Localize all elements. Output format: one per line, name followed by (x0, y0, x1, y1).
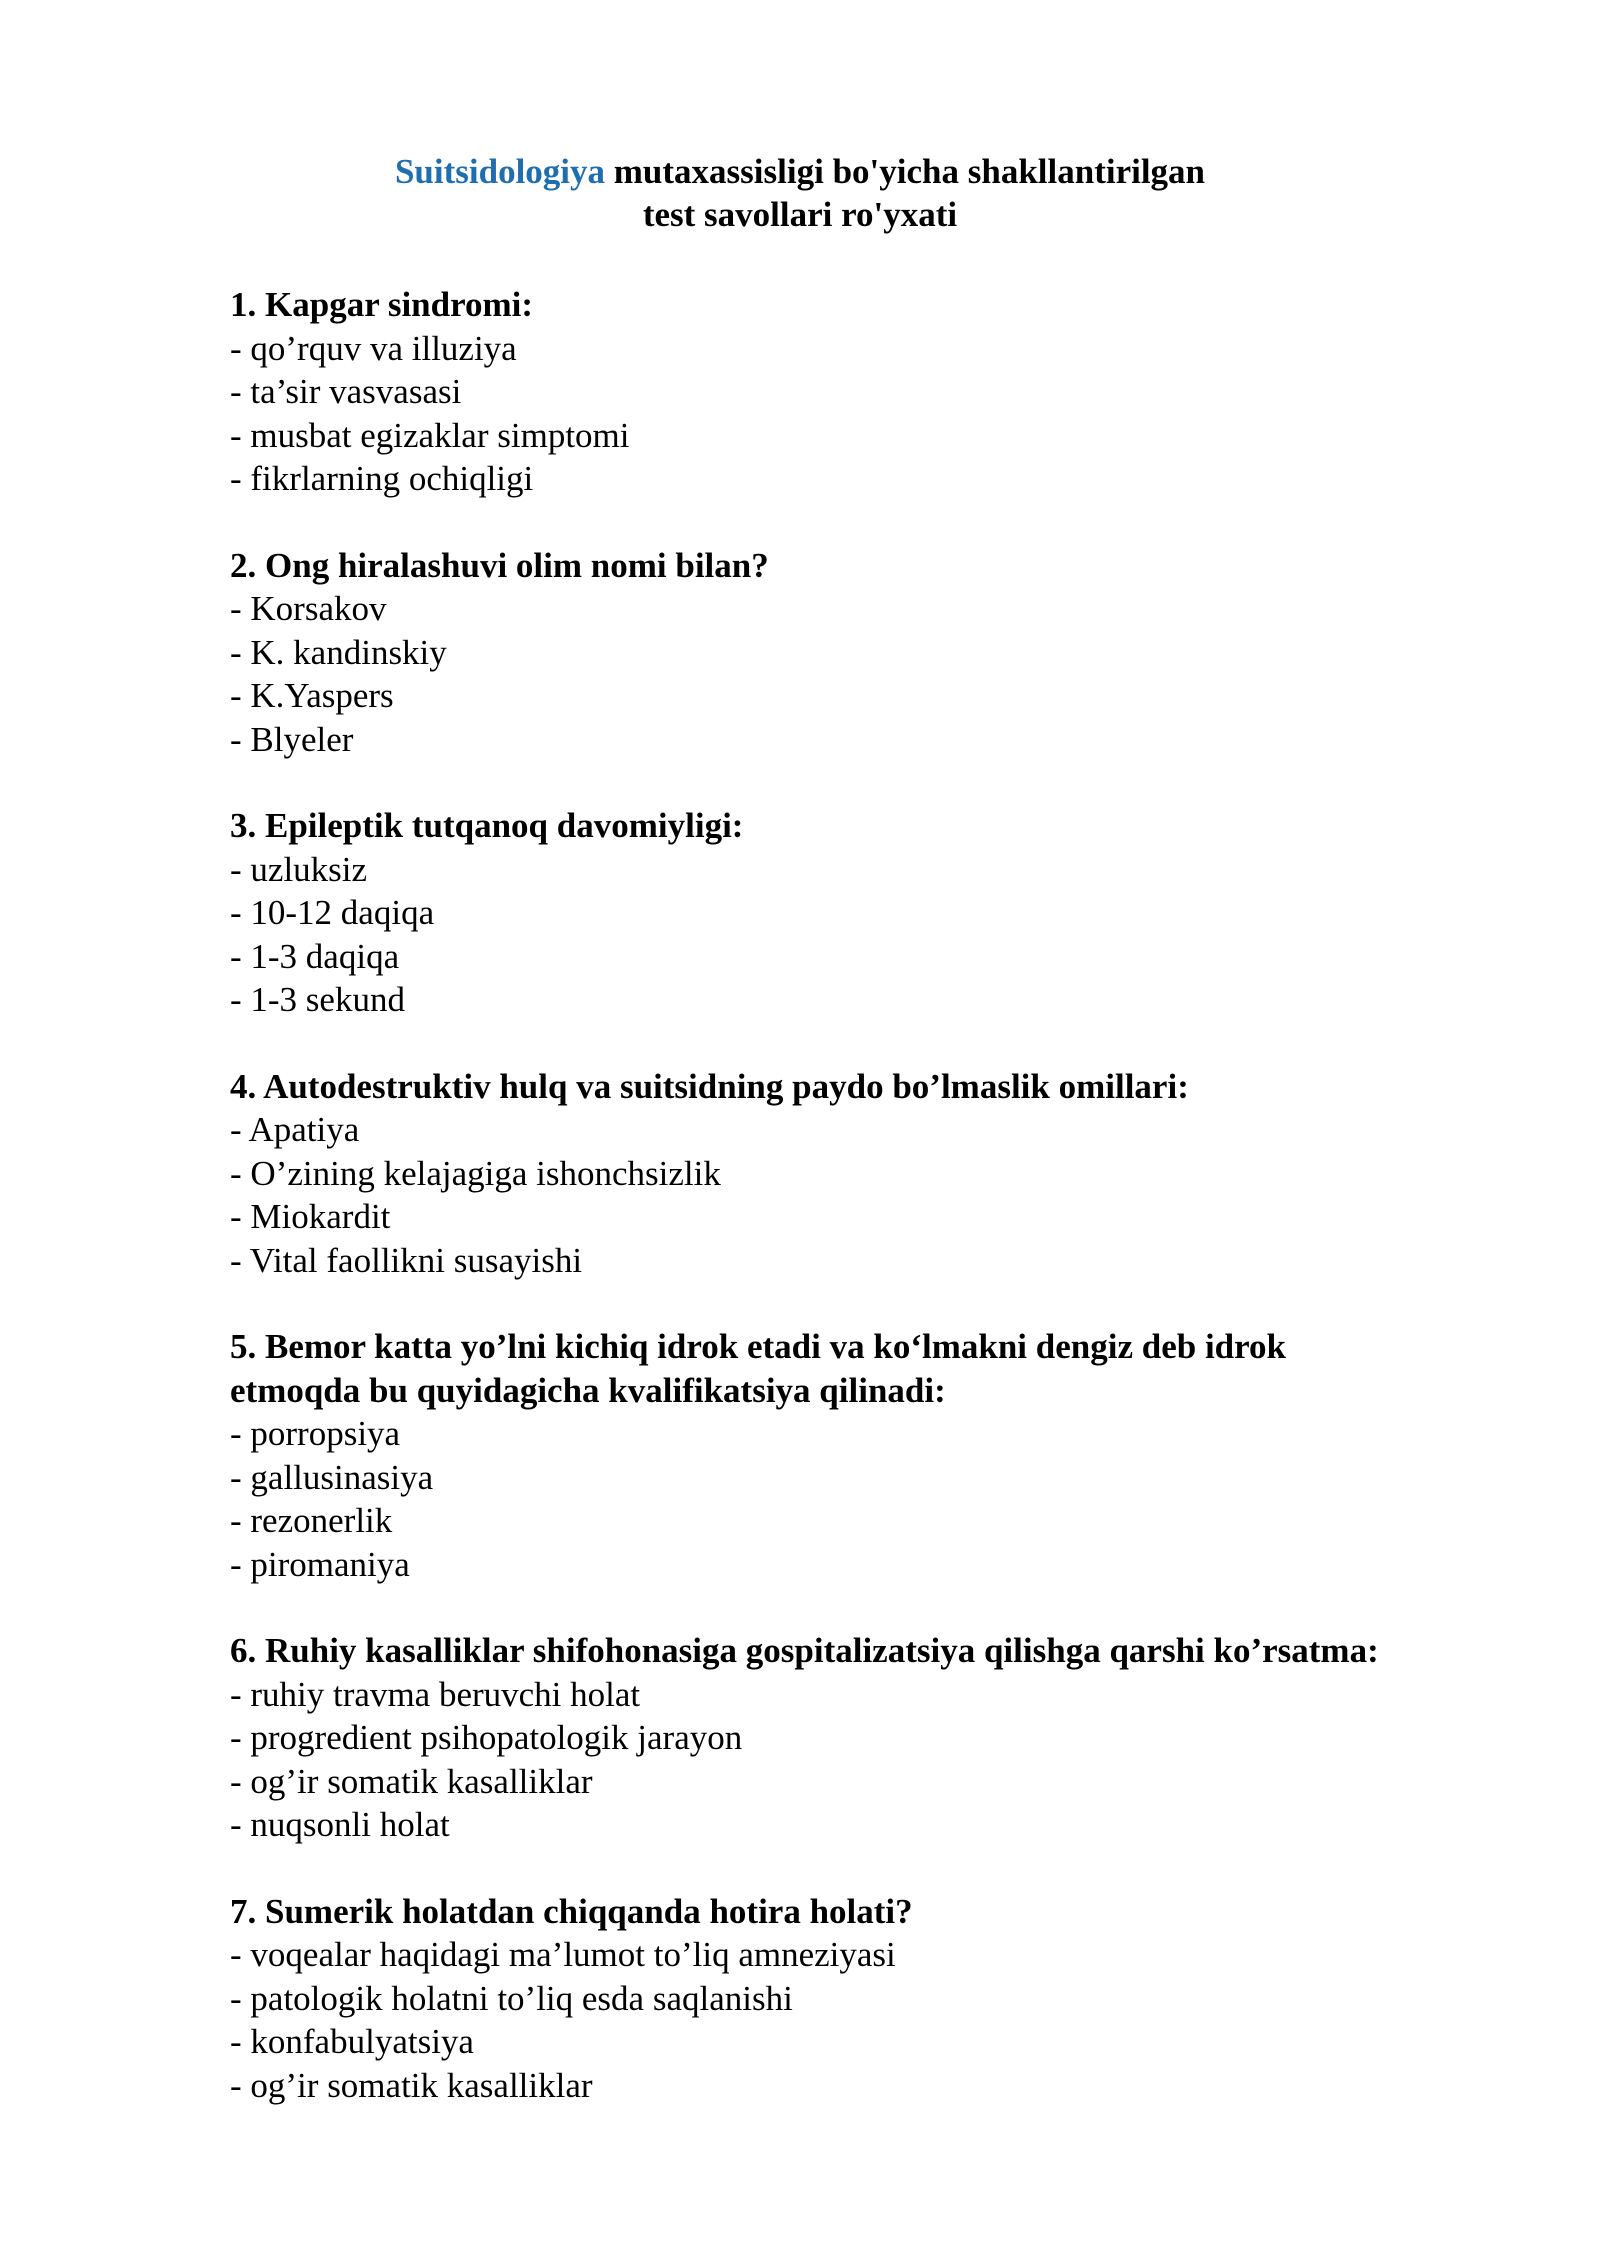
question-6 (230, 1629, 1530, 1847)
answer-option: - gallusinasiya (230, 1457, 434, 1497)
question-title: 6. Ruhiy kasalliklar shifohonasiga gospitalizatsiya qilishga qarshi ko’rsatma: (230, 1631, 1379, 1670)
answer-option: - og’ir somatik kasalliklar (230, 1761, 593, 1801)
question-title-line-1: 5. Bemor katta yo’lni kichiq idrok etadi va ko‘lmakni dengiz deb idrok (230, 1327, 1286, 1366)
question-title: 2. Ong hiralashuvi olim nomi bilan? (230, 545, 769, 585)
answer-option: - patologik holatni to’liq esda saqlanishi (230, 1978, 793, 2018)
document-title (0, 150, 1600, 236)
answer-option: - porropsiya (230, 1414, 401, 1453)
question-title: 3. Epileptik tutqanoq davomiyligi: (230, 806, 744, 845)
question-7 (230, 1890, 1530, 2108)
answer-option: - fikrlarning ochiqligi (230, 459, 534, 498)
question-4 (230, 1065, 1530, 1283)
question-5 (230, 1325, 1530, 1586)
answer-option: - og’ir somatik kasalliklar (230, 2065, 593, 2105)
answer-option: - musbat egizaklar simptomi (230, 415, 630, 455)
answer-option: - uzluksiz (230, 849, 368, 889)
answer-option: - ruhiy travma beruvchi holat (230, 1674, 641, 1714)
answer-option: - konfabulyatsiya (230, 2022, 474, 2061)
question-list (230, 283, 1530, 2150)
question-title: 4. Autodestruktiv hulq va suitsidning paydo bo’lmaslik omillari: (230, 1066, 1189, 1106)
answer-option: - ta’sir vasvasasi (230, 372, 462, 411)
title-line-2: test savollari ro'yxati (642, 195, 958, 234)
answer-option: - 10-12 daqiqa (230, 893, 435, 932)
question-title: 7. Sumerik holatdan chiqqanda hotira holati? (230, 1891, 913, 1931)
answer-option: - Miokardit (230, 1197, 391, 1236)
answer-option: - Apatiya (230, 1110, 360, 1149)
answer-option: - qo’rquv va illuziya (230, 328, 517, 368)
question-1 (230, 283, 1530, 501)
answer-option: - voqealar haqidagi ma’lumot to’liq amneziyasi (230, 1935, 896, 1974)
title-accent-word: Suitsidologiya (394, 152, 606, 191)
question-title-line-2: etmoqda bu quyidagicha kvalifikatsiya qilinadi: (230, 1370, 946, 1410)
answer-option: - nuqsonli holat (230, 1805, 450, 1844)
question-2 (230, 544, 1530, 762)
answer-option: - K.Yaspers (230, 676, 394, 715)
answer-option: - 1-3 daqiqa (230, 936, 400, 976)
answer-option: - piromaniya (230, 1544, 410, 1584)
answer-option: - progredient psihopatologik jarayon (230, 1718, 743, 1757)
answer-option: - K. kandinskiy (230, 632, 447, 672)
question-title: 1. Kapgar sindromi: (230, 285, 534, 324)
answer-option: - Vital faollikni susayishi (230, 1240, 583, 1280)
answer-option: - rezonerlik (230, 1501, 393, 1540)
title-rest: mutaxassisligi bo'yicha shakllantirilgan (605, 152, 1206, 191)
answer-option: - Blyeler (230, 719, 354, 759)
answer-option: - Korsakov (230, 589, 387, 628)
title-line-1 (0, 150, 1600, 193)
question-3 (230, 804, 1530, 1022)
answer-option: - 1-3 sekund (230, 980, 405, 1019)
answer-option: - O’zining kelajagiga ishonchsizlik (230, 1153, 721, 1193)
